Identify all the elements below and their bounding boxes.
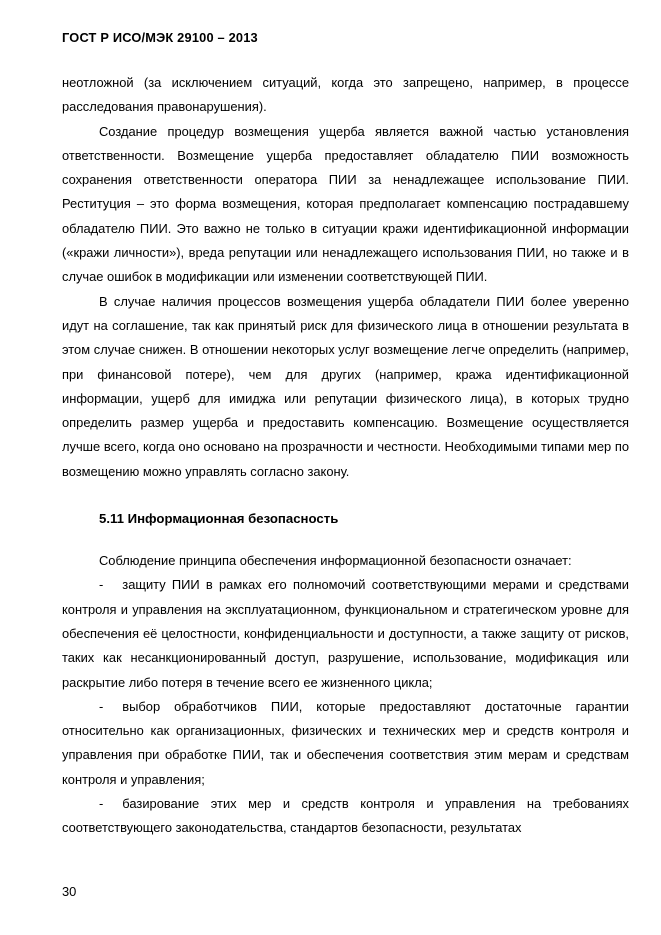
page-number: 30 [62,884,77,899]
paragraph-redress-procedures: Создание процедур возмещения ущерба является важной частью установления ответственности. Возмещение ущерба предоставляет обладателю ПИИ возможность сохранения ответственности оператора ПИИ за ненадлежащее использование ПИИ. Реституция – это форма возмещения, которая предполагает компенсацию пострадавшему обладателю ПИИ. Это важно не только в ситуации кражи идентификационной информации («кражи личности»), вреда репутации или ненадлежащего использования ПИИ, но также и в случае ошибок в модификации или изменении соответствующей ПИИ. [62,123,629,285]
list-item [62,695,629,792]
paragraph-continuation: неотложной (за исключением ситуаций, когда это запрещено, например, в процессе расследования правонарушения). [62,75,629,115]
list-item-marker: - [99,577,104,593]
paragraph-redress-processes: В случае наличия процессов возмещения ущерба обладатели ПИИ более уверенно идут на соглашение, так как принятый риск для физического лица в отношении результата в этом случае снижен. В отношении некоторых услуг возмещение легче определить (например, при финансовой потере), чем для других (например, кража идентификационной информации, ущерб для имиджа или репутации физического лица), в которых трудно определить размер ущерба и предоставить компенсацию. Возмещение осуществляется лучше всего, когда оно основано на прозрачности и честности. Необходимыми типами мер по возмещению можно управлять согласно закону. [62,293,629,479]
list-item [62,573,629,694]
list-item-text: базирование этих мер и средств контроля и управления на требованиях соответствующего законодательства, стандартов безопасности, результатах [62,796,629,836]
list-item-text: защиту ПИИ в рамках его полномочий соответствующими мерами и средствами контроля и управления на эксплуатационном, функциональном и стратегическом уровне для обеспечения её целостности, конфиденциальности и доступности, а также защиту от рисков, таких как несанкционированный доступ, разрушение, использование, модификация или раскрытие либо потеря в течение всего ее жизненного цикла; [62,577,629,690]
list-item [62,792,629,841]
list-item-marker: - [99,796,104,812]
section-heading-5-11: 5.11 Информационная безопасность [99,511,339,527]
document-header-title: ГОСТ Р ИСО/МЭК 29100 – 2013 [62,30,258,45]
paragraph-security-principle: Соблюдение принципа обеспечения информационной безопасности означает: [99,553,572,569]
list-item-text: выбор обработчиков ПИИ, которые предоставляют достаточные гарантии относительно как организационных, физических и технических мер и средств контроля и управления при обработке ПИИ, так и обеспечения соответствия этим мерам и средствам контроля и управления; [62,698,629,787]
document-content [62,71,629,841]
list-item-marker: - [99,698,104,714]
